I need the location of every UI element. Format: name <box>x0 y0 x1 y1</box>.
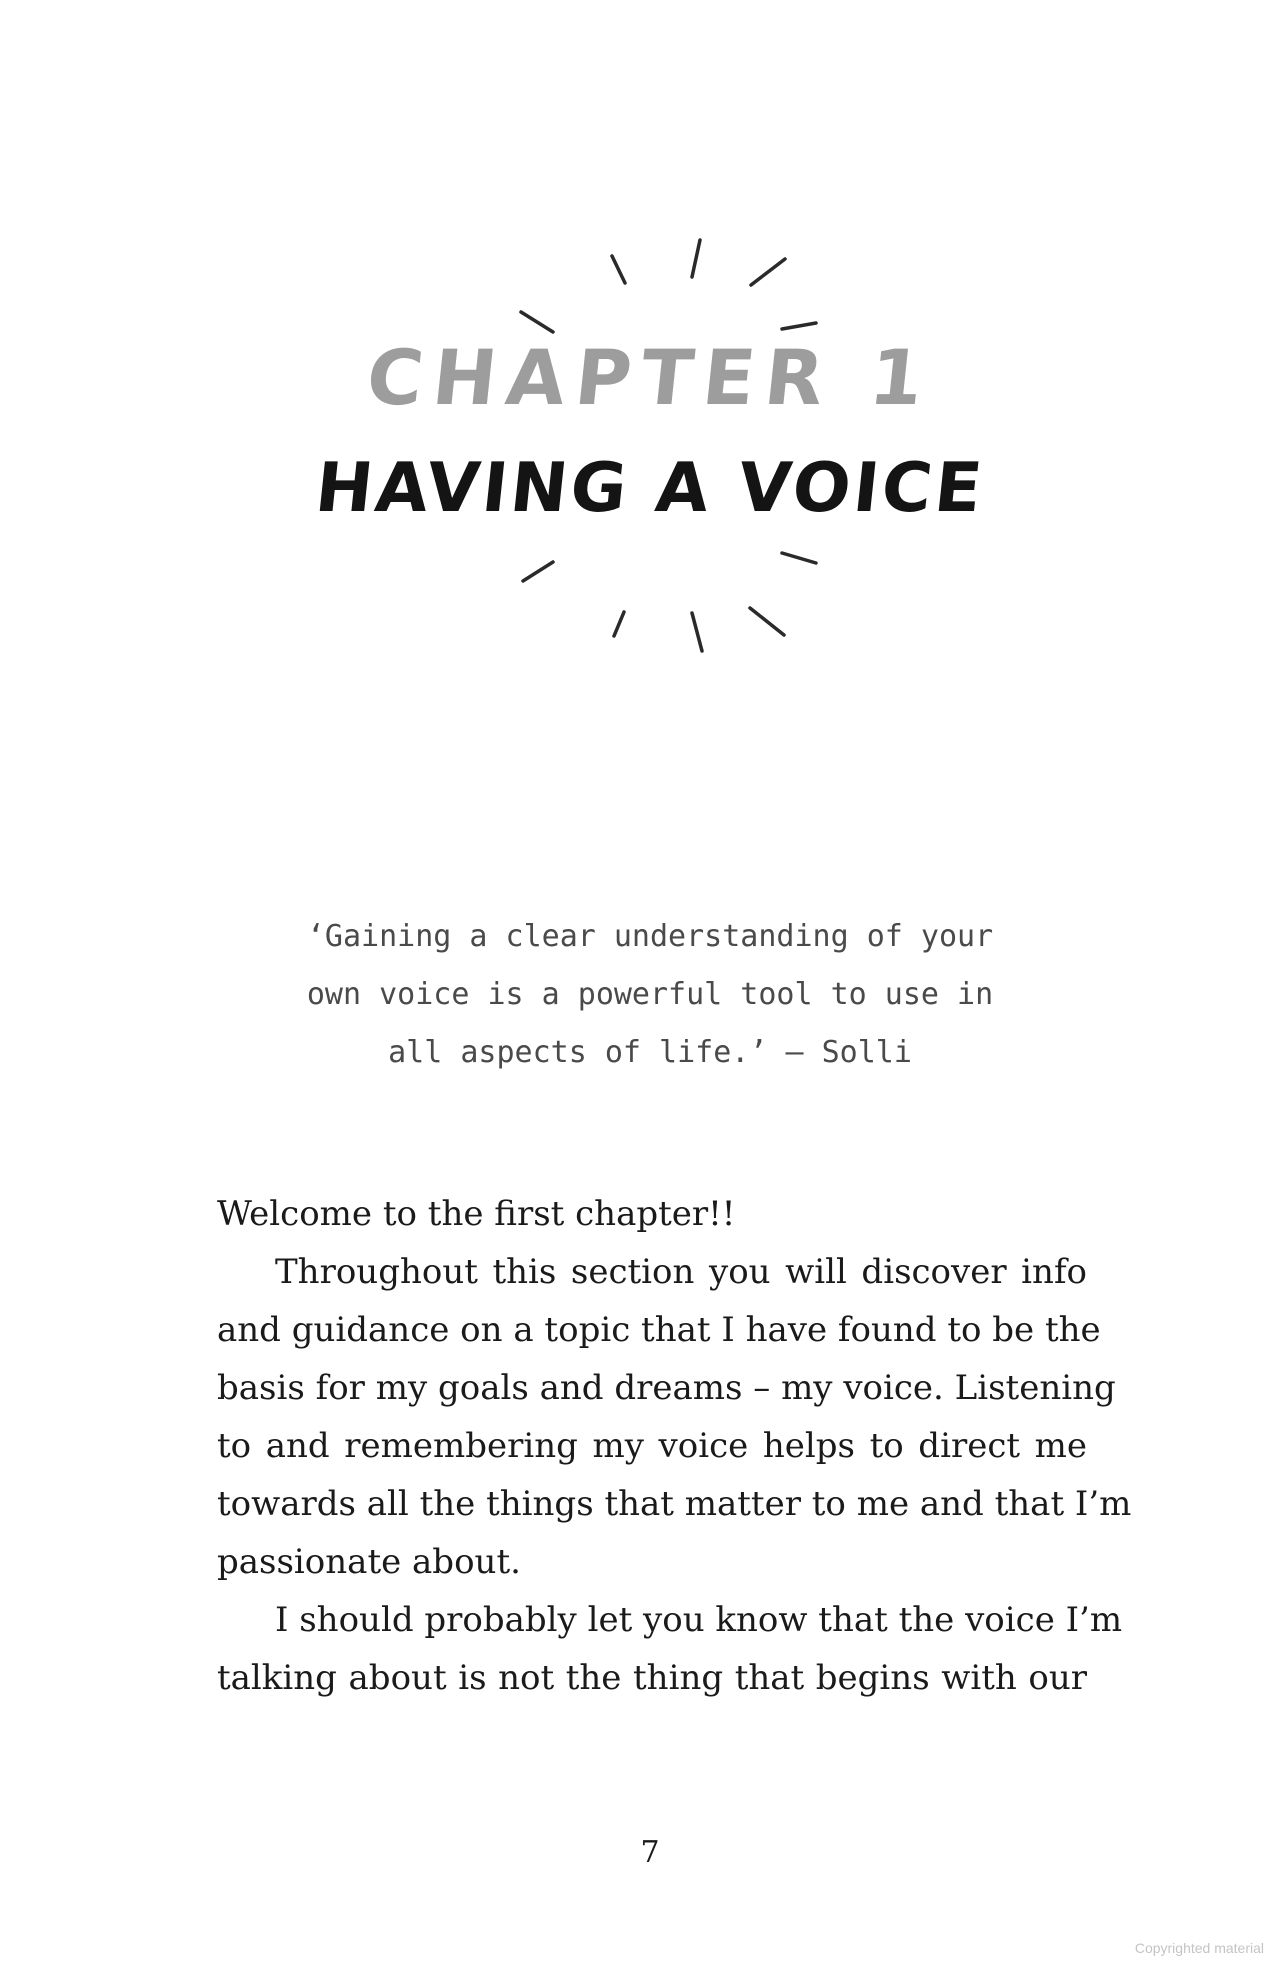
text-line: basis for my goals and dreams – my voice. Listening <box>217 1368 1116 1408</box>
epigraph-quote <box>200 908 1100 1082</box>
text-line: to and remembering my voice helps to direct me <box>217 1426 1087 1466</box>
ray-stroke <box>782 323 816 329</box>
text-line: passionate about. <box>217 1542 521 1582</box>
ray-stroke <box>523 562 553 581</box>
ray-stroke <box>692 240 700 277</box>
page-number: 7 <box>640 1835 660 1870</box>
chapter-title: HAVING A VOICE <box>311 449 989 528</box>
ray-stroke <box>782 553 816 563</box>
paragraph-opening <box>217 1185 1087 1243</box>
paragraph <box>217 1243 1132 1591</box>
ray-stroke <box>750 608 784 635</box>
paragraph <box>217 1591 1123 1707</box>
epigraph-line: own voice is a powerful tool to use in <box>306 977 994 1012</box>
chapter-header <box>0 0 1280 700</box>
text-line: Welcome to the first chapter!! <box>217 1194 736 1234</box>
ray-stroke <box>612 256 625 283</box>
text-line: talking about is not the thing that begins with our <box>217 1658 1087 1698</box>
text-line: and guidance on a topic that I have found to be the <box>217 1310 1101 1350</box>
ray-stroke <box>751 259 785 285</box>
ray-stroke <box>614 612 624 636</box>
ray-stroke <box>692 613 702 651</box>
copyright-watermark: Copyrighted material <box>1134 1940 1264 1956</box>
epigraph-line: all aspects of life.’ – Solli <box>388 1035 912 1070</box>
text-line: I should probably let you know that the voice I’m <box>275 1600 1123 1640</box>
chapter-body-text <box>217 1185 1132 1707</box>
epigraph-line: ‘Gaining a clear understanding of your <box>306 919 994 954</box>
text-line: towards all the things that matter to me and that I’m <box>217 1484 1132 1524</box>
ray-stroke <box>521 312 553 332</box>
text-line: Throughout this section you will discover info <box>275 1252 1087 1292</box>
chapter-number-heading: CHAPTER 1 <box>362 333 938 422</box>
